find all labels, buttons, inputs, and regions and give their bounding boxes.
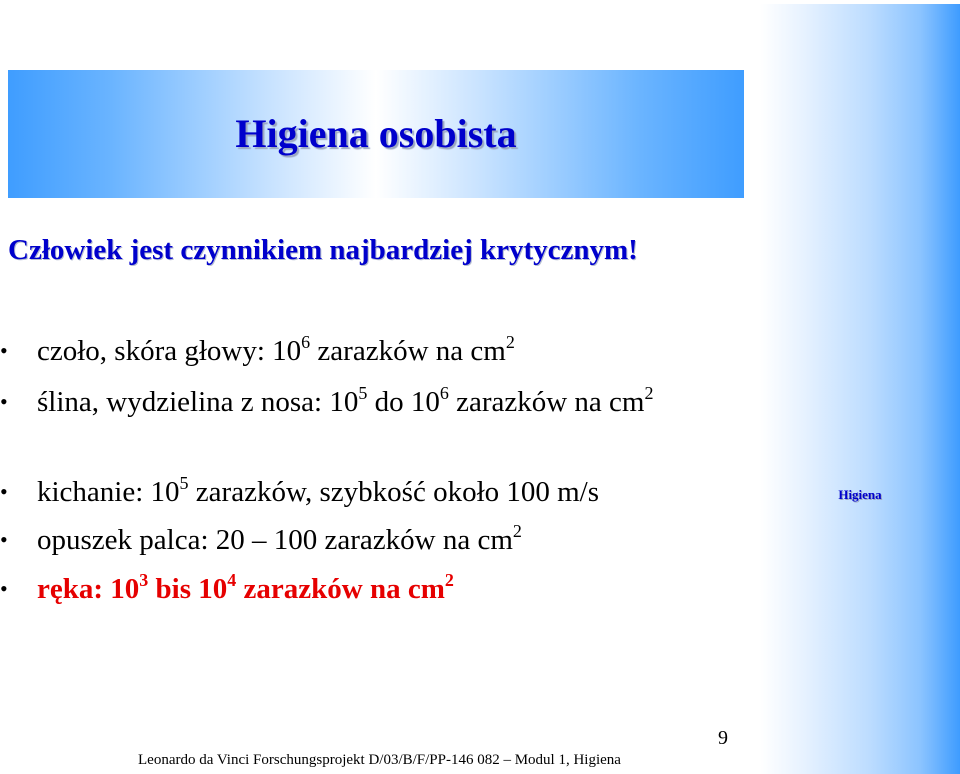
bullet-dot: • xyxy=(0,527,8,552)
bullet-item xyxy=(0,334,740,368)
bullet-dot: • xyxy=(0,479,8,504)
bullet-text: ślina, wydzielina z nosa: $10^5$ do $10^6$ zarazków na $cm^2$ xyxy=(37,383,654,418)
footer-text: Leonardo da Vinci Forschungsprojekt D/03/B/F/PP-146 082 – Modul 1, Higiena xyxy=(138,752,621,768)
bullet-item-highlight xyxy=(0,572,740,606)
side-decor-bar xyxy=(760,4,960,774)
bullet-dot: • xyxy=(0,389,8,414)
bullet-item xyxy=(0,475,740,509)
bullet-text: opuszek palca: 20 – 100 zarazków na $cm^2$ xyxy=(37,521,522,556)
bullet-dot: • xyxy=(0,576,8,601)
slide-subtitle: Człowiek jest czynnikiem najbardziej krytycznym! xyxy=(8,234,638,266)
page-number: 9 xyxy=(718,727,728,749)
title-banner xyxy=(8,70,744,198)
side-label: Higiena xyxy=(838,487,882,502)
bullet-item xyxy=(0,523,740,557)
bullet-item xyxy=(0,385,740,419)
bullet-text: czoło, skóra głowy: $10^6$ zarazków na $cm^2$ xyxy=(37,332,515,367)
bullet-dot: • xyxy=(0,338,8,363)
slide-title: Higiena osobista xyxy=(235,111,517,156)
bullet-text: ręka: $10^3$ bis $10^4$ zarazków na $cm^2$ xyxy=(37,570,454,605)
bullet-text: kichanie: $10^5$ zarazków, szybkość około 100 m/s xyxy=(37,473,600,508)
